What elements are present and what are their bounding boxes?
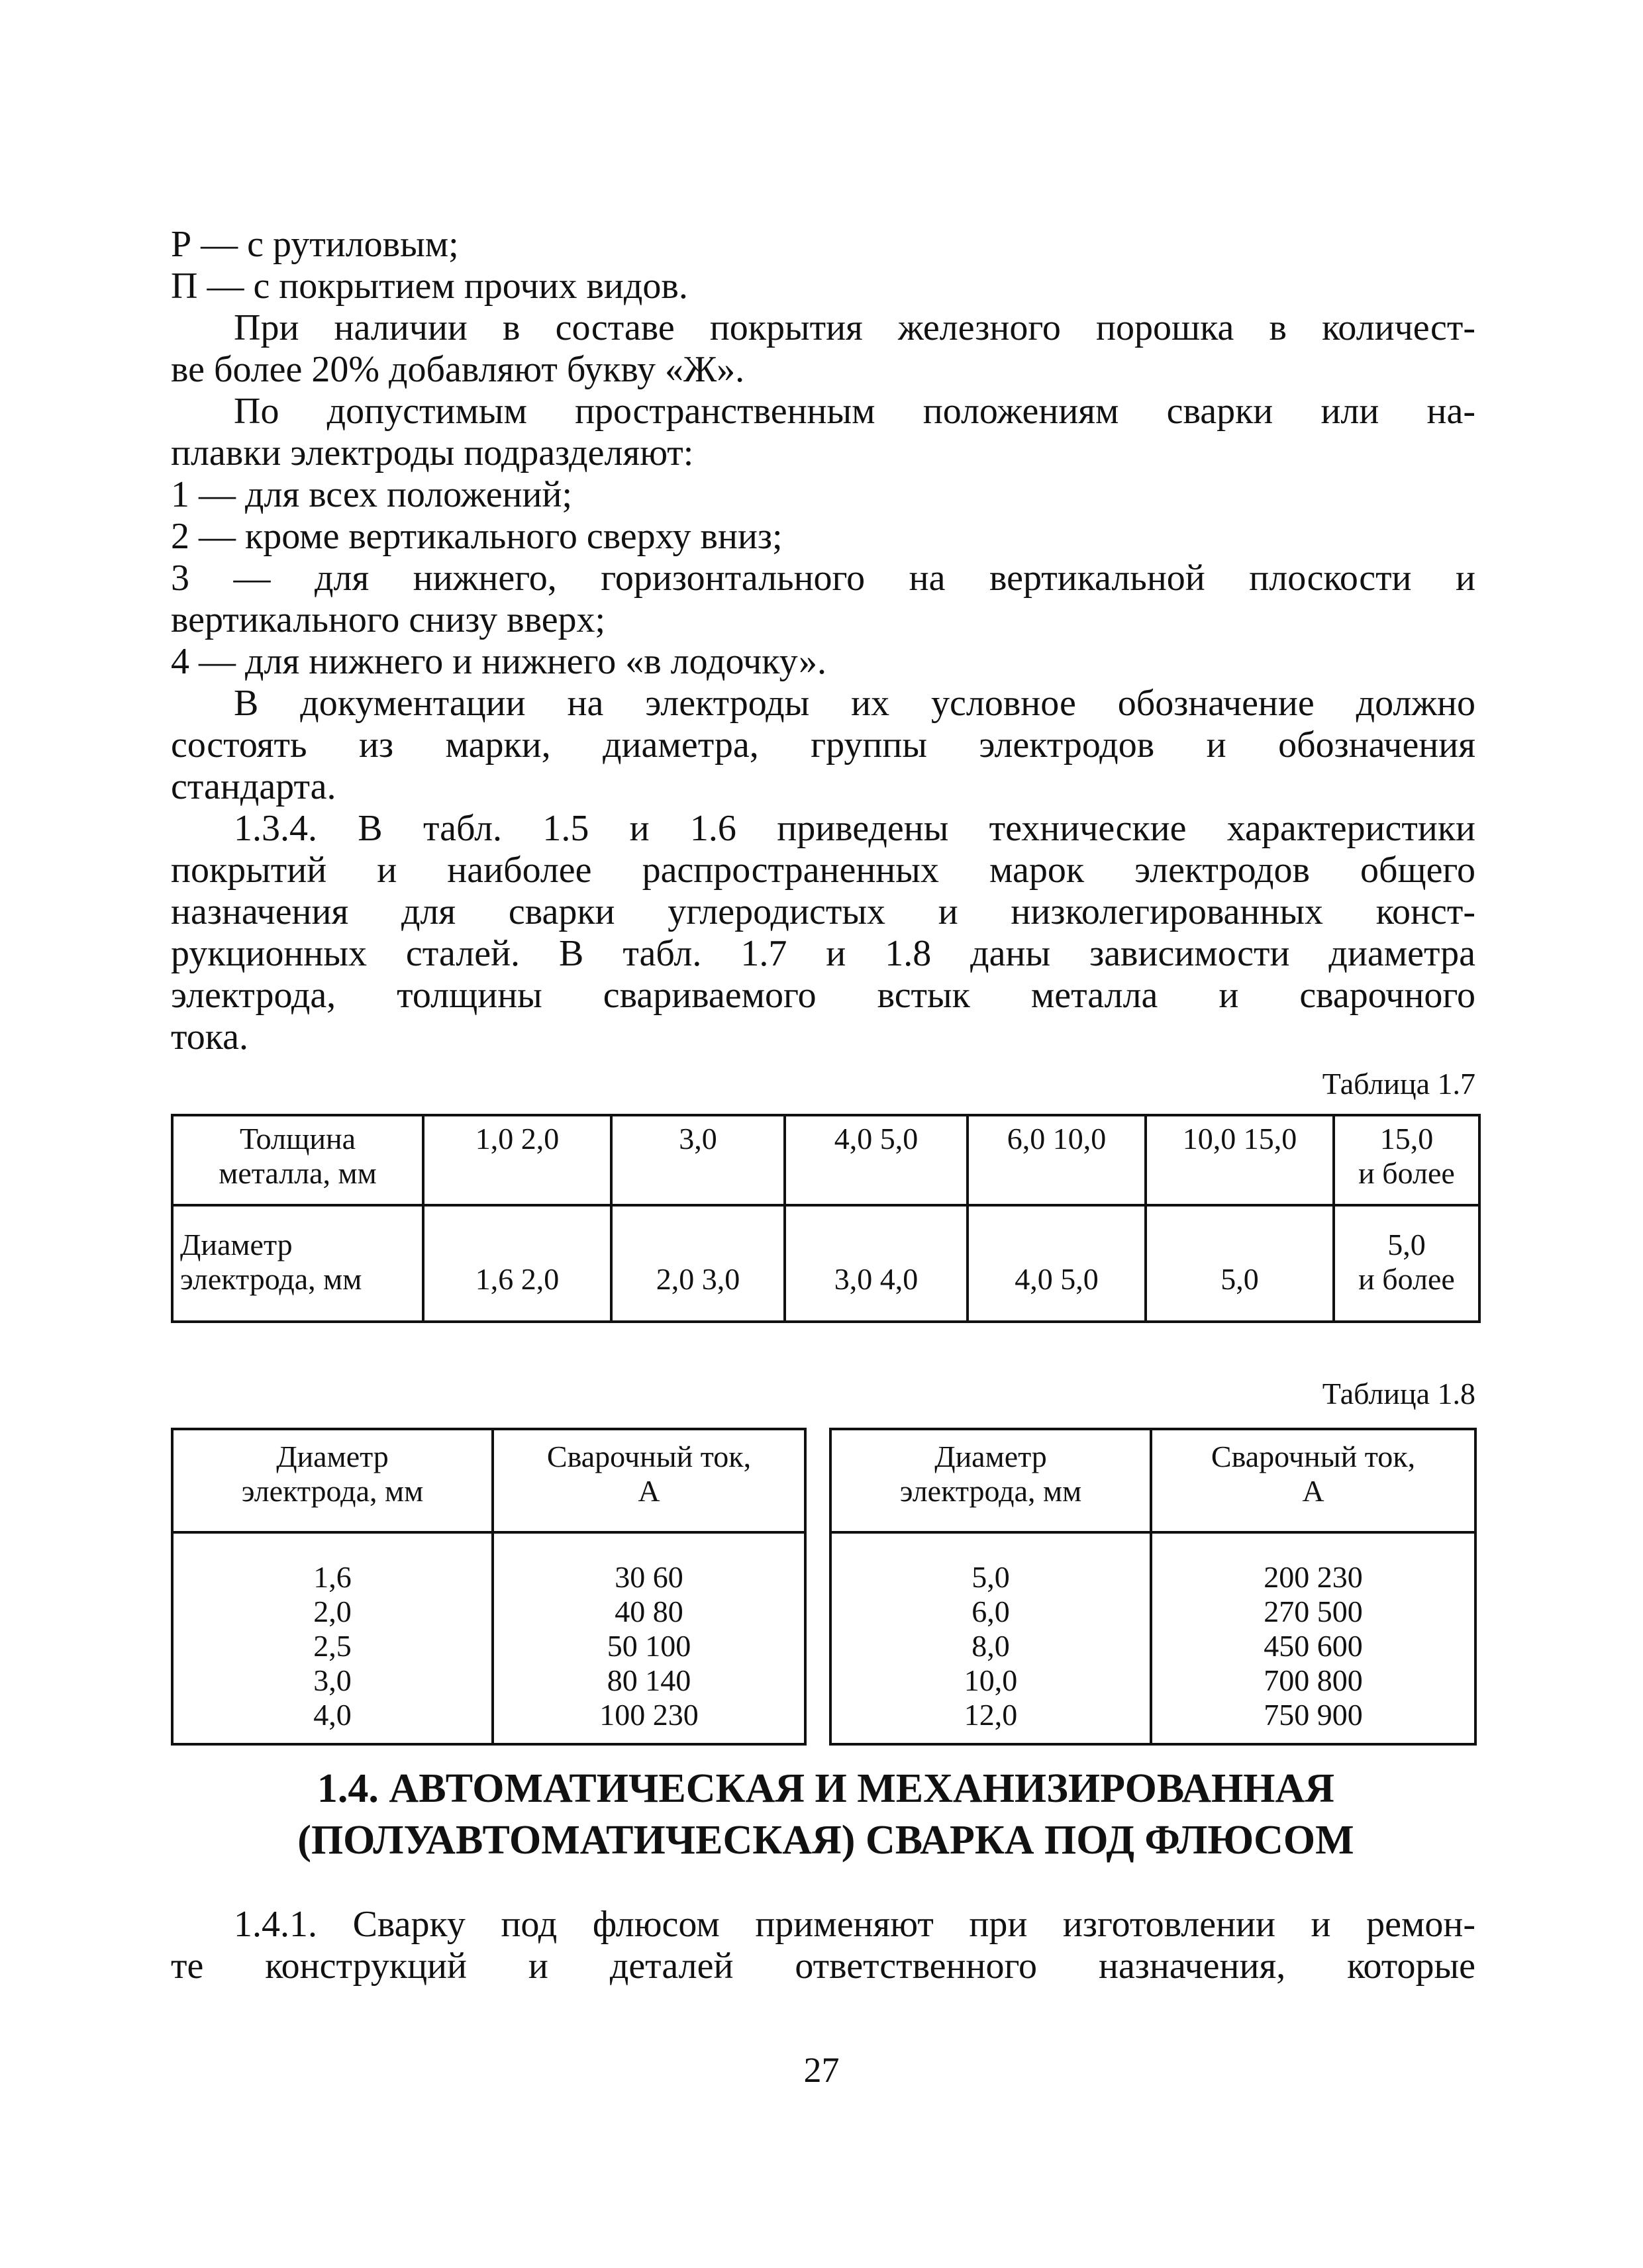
header-current xyxy=(1151,1429,1475,1532)
header-line: Диаметр xyxy=(276,1440,389,1473)
section-paragraph xyxy=(171,1904,1475,1987)
value: 10,0 xyxy=(964,1663,1018,1697)
paragraph-line: В документации на электроды их условное обозначение должно xyxy=(234,683,1475,724)
section-heading xyxy=(171,1763,1481,1866)
header-current xyxy=(493,1429,805,1532)
value: 30 60 xyxy=(615,1560,683,1594)
table-1-8-left xyxy=(171,1428,807,1746)
table-row xyxy=(172,1205,1479,1322)
header-line: Сварочный ток, xyxy=(1211,1440,1416,1473)
table-cell: 4,0 5,0 xyxy=(785,1115,968,1205)
table-cell: 4,0 5,0 xyxy=(968,1205,1146,1322)
table-cell: 1,0 2,0 xyxy=(423,1115,611,1205)
value: 50 100 xyxy=(607,1629,691,1663)
paragraph-line: 1.4.1. Сварку под флюсом применяют при изготовлении и ремон- xyxy=(234,1904,1475,1945)
value: 100 230 xyxy=(599,1698,699,1732)
value: 6,0 xyxy=(971,1595,1010,1628)
current-values xyxy=(493,1532,805,1744)
value: 5,0 xyxy=(971,1560,1010,1594)
header-line: Сварочный ток, xyxy=(546,1440,752,1473)
cell-line: 5,0 xyxy=(1387,1228,1426,1261)
value: 200 230 xyxy=(1264,1560,1363,1594)
table-1-8-right xyxy=(829,1428,1477,1746)
value: 2,5 xyxy=(313,1629,352,1663)
paragraph-line: ве более 20% добавляют букву «Ж». xyxy=(171,349,745,390)
table-1-7 xyxy=(171,1114,1481,1323)
paragraph-line: тока. xyxy=(171,1016,248,1058)
list-line-3: 3 — для нижнего, горизонтального на вертикальной плоскости и xyxy=(171,558,1475,599)
paragraph-line: По допустимым пространственным положениям сварки или на- xyxy=(234,391,1475,432)
list-line-2: 2 — кроме вертикального сверху вниз; xyxy=(171,516,783,557)
value: 3,0 xyxy=(313,1663,352,1697)
row-label xyxy=(172,1205,423,1322)
table-cell: 10,0 15,0 xyxy=(1146,1115,1334,1205)
value: 40 80 xyxy=(615,1595,683,1628)
list-line-p: П — с покрытием прочих видов. xyxy=(171,266,688,307)
page-number: 27 xyxy=(803,2050,840,2090)
header-diameter xyxy=(172,1429,493,1532)
table-1-7-caption: Таблица 1.7 xyxy=(1322,1067,1475,1101)
paragraph-line: При наличии в составе покрытия железного порошка в количест- xyxy=(234,307,1475,348)
paragraph-line: электрода, толщины свариваемого встык металла и сварочного xyxy=(171,975,1475,1016)
list-line-1: 1 — для всех положений; xyxy=(171,474,573,515)
value: 4,0 xyxy=(313,1698,352,1732)
paragraph-line: назначения для сварки углеродистых и низколегированных конст- xyxy=(171,891,1475,932)
table-cell: 1,6 2,0 xyxy=(423,1205,611,1322)
paragraph-1-3-4 xyxy=(171,808,1475,1058)
heading-line: 1.4. АВТОМАТИЧЕСКАЯ И МЕХАНИЗИРОВАННАЯ xyxy=(317,1766,1335,1811)
cell-line: 15,0 xyxy=(1379,1122,1434,1156)
table-row xyxy=(172,1115,1479,1205)
current-values xyxy=(1151,1532,1475,1744)
paragraph-line: 1.3.4. В табл. 1.5 и 1.6 приведены технические характеристики xyxy=(234,808,1475,849)
table-header-row xyxy=(830,1429,1475,1532)
value: 12,0 xyxy=(964,1698,1018,1732)
diameter-values xyxy=(172,1532,493,1744)
label-line: металла, мм xyxy=(219,1156,377,1190)
label-line: Диаметр xyxy=(180,1228,293,1261)
table-body-row xyxy=(172,1532,805,1744)
label-line: электрода, мм xyxy=(180,1262,362,1296)
table-cell: 5,0 xyxy=(1146,1205,1334,1322)
table-header-row xyxy=(172,1429,805,1532)
table-cell: 3,0 4,0 xyxy=(785,1205,968,1322)
value: 450 600 xyxy=(1264,1629,1363,1663)
header-line: электрода, мм xyxy=(899,1474,1082,1508)
paragraph-line: состоять из марки, диаметра, группы электродов и обозначения xyxy=(171,724,1475,765)
paragraph-line: стандарта. xyxy=(171,766,336,807)
cell-line: и более xyxy=(1358,1262,1455,1296)
table-1-8-caption: Таблица 1.8 xyxy=(1322,1377,1475,1410)
value: 1,6 xyxy=(313,1560,352,1594)
table-cell: 6,0 10,0 xyxy=(968,1115,1146,1205)
label-line: Толщина xyxy=(239,1122,356,1156)
paragraph-line: покрытий и наиболее распространенных марок электродов общего xyxy=(171,850,1475,891)
header-line: А xyxy=(638,1474,660,1508)
header-line: электрода, мм xyxy=(241,1474,424,1508)
body-text xyxy=(171,224,1475,1058)
diameter-values xyxy=(830,1532,1151,1744)
paragraph-line: плавки электроды подразделяют: xyxy=(171,432,694,473)
value: 2,0 xyxy=(313,1595,352,1628)
header-diameter xyxy=(830,1429,1151,1532)
paragraph-line: рукционных сталей. В табл. 1.7 и 1.8 даны зависимости диаметра xyxy=(171,933,1475,974)
table-body-row xyxy=(830,1532,1475,1744)
list-line-r: Р — с рутиловым; xyxy=(171,224,459,265)
table-cell xyxy=(1334,1205,1479,1322)
header-line: А xyxy=(1302,1474,1324,1508)
value: 750 900 xyxy=(1264,1698,1363,1732)
heading-line: (ПОЛУАВТОМАТИЧЕСКАЯ) СВАРКА ПОД ФЛЮСОМ xyxy=(297,1818,1354,1863)
header-line: Диаметр xyxy=(934,1440,1047,1473)
table-cell: 3,0 xyxy=(611,1115,785,1205)
table-cell xyxy=(1334,1115,1479,1205)
value: 8,0 xyxy=(971,1629,1010,1663)
list-line-4: 4 — для нижнего и нижнего «в лодочку». xyxy=(171,641,827,682)
cell-line: и более xyxy=(1358,1156,1455,1190)
paragraph-line: те конструкций и деталей ответственного назначения, которые xyxy=(171,1946,1475,1987)
paragraph-documentation xyxy=(171,683,1475,808)
row-label xyxy=(172,1115,423,1205)
table-cell: 2,0 3,0 xyxy=(611,1205,785,1322)
list-line-3-cont: вертикального снизу вверх; xyxy=(171,599,606,640)
value: 270 500 xyxy=(1264,1595,1363,1628)
paragraph-iron-powder xyxy=(171,307,1475,391)
value: 700 800 xyxy=(1264,1663,1363,1697)
paragraph-positions xyxy=(171,391,1475,474)
value: 80 140 xyxy=(607,1663,691,1697)
